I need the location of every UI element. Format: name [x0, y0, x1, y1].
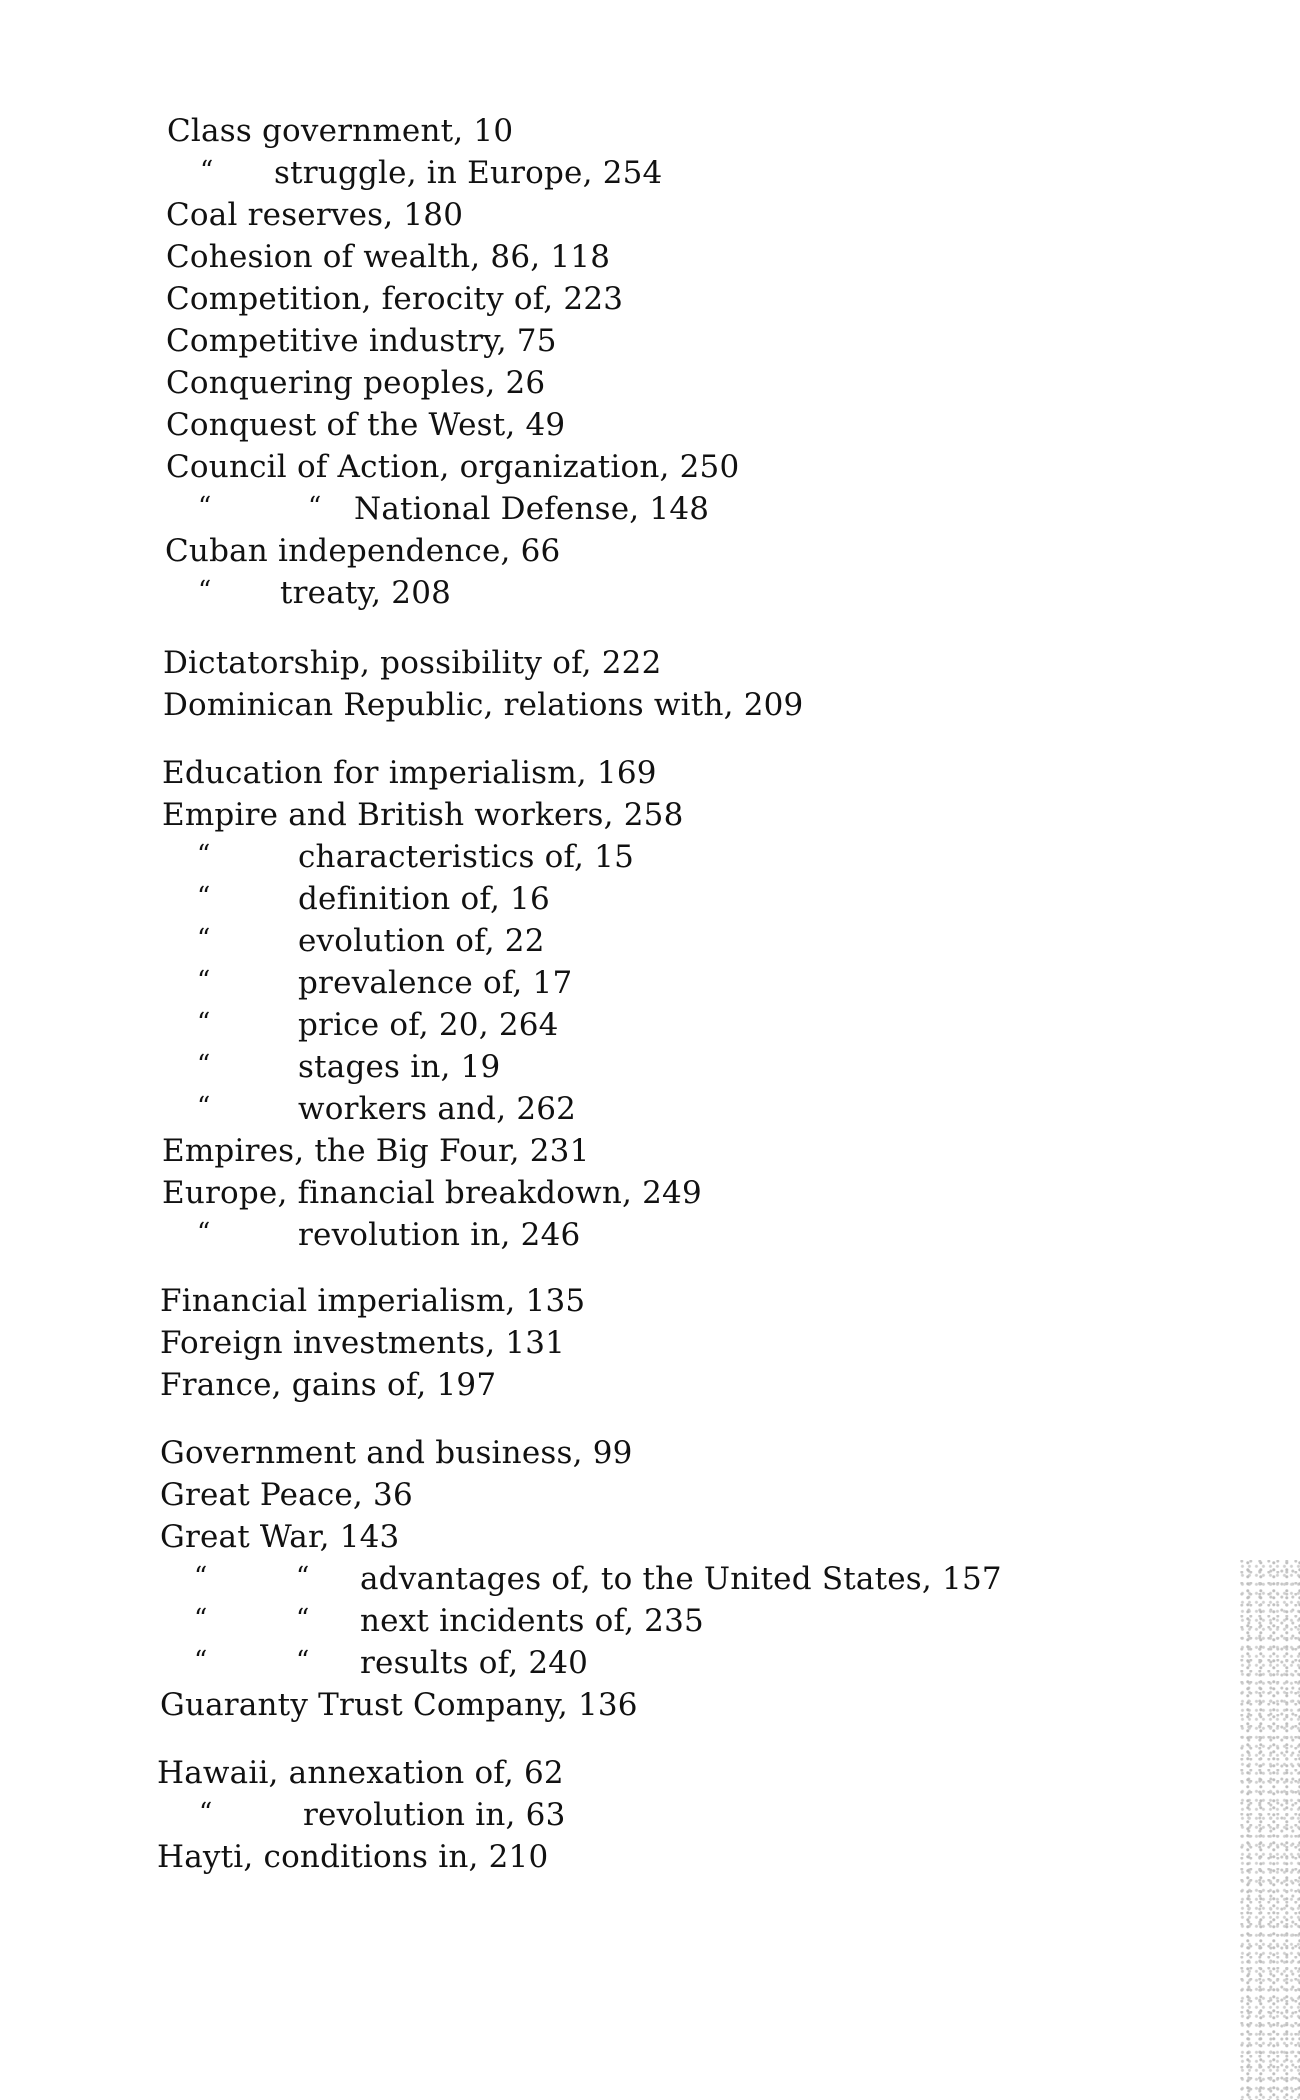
index-entry: Class government, 10	[167, 113, 514, 149]
ditto-mark: “	[194, 1562, 208, 1592]
ditto-mark: “	[199, 1798, 213, 1828]
index-entry: Government and business, 99	[160, 1435, 633, 1471]
index-entry: Education for imperialism, 169	[162, 755, 657, 791]
ditto-mark: “	[296, 1604, 310, 1634]
ditto-mark: “	[200, 156, 214, 186]
subentry-text: National Defense, 148	[354, 491, 710, 527]
index-entry: Hawaii, annexation of, 62	[157, 1755, 564, 1791]
ditto-mark: “	[197, 966, 211, 996]
ditto-mark: “	[198, 492, 212, 522]
subentry-text: advantages of, to the United States, 157	[360, 1561, 1002, 1597]
index-entry: Conquering peoples, 26	[166, 365, 546, 401]
subentry-text: evolution of, 22	[298, 923, 545, 959]
ditto-mark: “	[197, 1218, 211, 1248]
subentry-text: results of, 240	[360, 1645, 589, 1681]
index-entry: Coal reserves, 180	[166, 197, 464, 233]
ditto-mark: “	[197, 882, 211, 912]
ditto-mark: “	[194, 1646, 208, 1676]
ditto-mark: “	[197, 1008, 211, 1038]
ditto-mark: “	[296, 1646, 310, 1676]
index-entry: Cuban independence, 66	[165, 533, 561, 569]
subentry-text: revolution in, 246	[298, 1217, 581, 1253]
index-entry: Great Peace, 36	[160, 1477, 413, 1513]
subentry-text: characteristics of, 15	[298, 839, 635, 875]
subentry-text: price of, 20, 264	[298, 1007, 559, 1043]
subentry-text: stages in, 19	[298, 1049, 501, 1085]
index-entry: Dominican Republic, relations with, 209	[163, 687, 804, 723]
subentry-text: definition of, 16	[298, 881, 550, 917]
ditto-mark: “	[197, 924, 211, 954]
index-entry: Financial imperialism, 135	[160, 1283, 586, 1319]
ditto-mark: “	[197, 1050, 211, 1080]
subentry-text: prevalence of, 17	[298, 965, 573, 1001]
ditto-mark: “	[308, 492, 322, 522]
ditto-mark: “	[197, 1092, 211, 1122]
index-entry: Competition, ferocity of, 223	[166, 281, 624, 317]
index-entry: Empire and British workers, 258	[162, 797, 684, 833]
index-entry: Conquest of the West, 49	[166, 407, 566, 443]
subentry-text: revolution in, 63	[303, 1797, 566, 1833]
ditto-mark: “	[296, 1562, 310, 1592]
index-entry: Council of Action, organization, 250	[166, 449, 740, 485]
index-entry: Foreign investments, 131	[160, 1325, 566, 1361]
index-entry: Europe, financial breakdown, 249	[162, 1175, 702, 1211]
index-entry: France, gains of, 197	[160, 1367, 497, 1403]
index-entry: Guaranty Trust Company, 136	[160, 1687, 638, 1723]
ditto-mark: “	[194, 1604, 208, 1634]
index-entry: Great War, 143	[160, 1519, 400, 1555]
index-entry: Empires, the Big Four, 231	[162, 1133, 590, 1169]
subentry-text: struggle, in Europe, 254	[274, 155, 663, 191]
index-entry: Cohesion of wealth, 86, 118	[166, 239, 611, 275]
subentry-text: workers and, 262	[298, 1091, 577, 1127]
index-entry: Hayti, conditions in, 210	[157, 1839, 549, 1875]
index-entry: Competitive industry, 75	[166, 323, 557, 359]
ditto-mark: “	[197, 840, 211, 870]
subentry-text: next incidents of, 235	[360, 1603, 704, 1639]
scan-edge-noise	[1240, 1560, 1300, 2100]
subentry-text: treaty, 208	[280, 575, 452, 611]
index-entry: Dictatorship, possibility of, 222	[163, 645, 662, 681]
ditto-mark: “	[198, 576, 212, 606]
